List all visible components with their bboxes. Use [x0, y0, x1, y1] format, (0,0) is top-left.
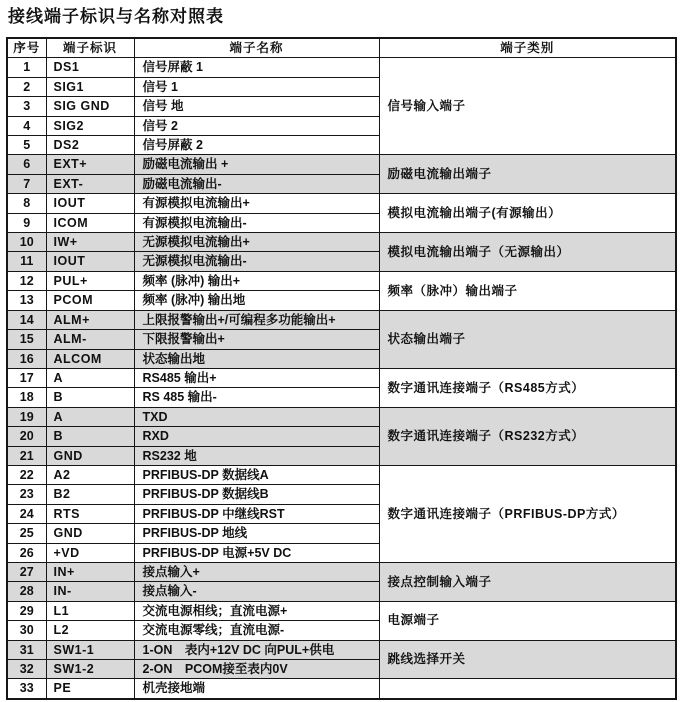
- row-number-cell: 33: [7, 679, 46, 699]
- terminal-name-cell: 有源模拟电流输出-: [134, 213, 379, 232]
- terminal-category-cell: 模拟电流输出端子（无源输出）: [379, 233, 676, 272]
- row-number-cell: 10: [7, 233, 46, 252]
- terminal-name-cell: 机壳接地端: [134, 679, 379, 699]
- terminal-name-cell: 无源模拟电流输出-: [134, 252, 379, 271]
- terminal-name-cell: 信号屏蔽 2: [134, 136, 379, 155]
- terminal-name-cell: 下限报警输出+: [134, 330, 379, 349]
- table-row: [7, 407, 676, 426]
- terminal-name-cell: RS485 输出+: [134, 368, 379, 387]
- header-row: [7, 38, 676, 58]
- terminal-name-cell: 励磁电流输出 +: [134, 155, 379, 174]
- terminal-id-cell: PUL+: [46, 271, 134, 290]
- terminal-category-cell: 数字通讯连接端子（RS485方式）: [379, 368, 676, 407]
- terminal-id-cell: SW1-1: [46, 640, 134, 659]
- table-row: [7, 155, 676, 174]
- row-number-cell: 18: [7, 388, 46, 407]
- terminal-category-cell: 跳线选择开关: [379, 640, 676, 679]
- terminal-id-cell: SIG2: [46, 116, 134, 135]
- terminal-id-cell: B2: [46, 485, 134, 504]
- terminal-category-cell: 数字通讯连接端子（PRFIBUS-DP方式）: [379, 465, 676, 562]
- terminal-id-cell: PE: [46, 679, 134, 699]
- table-row: [7, 233, 676, 252]
- terminal-id-cell: ALM-: [46, 330, 134, 349]
- row-number-cell: 27: [7, 562, 46, 581]
- row-number-cell: 13: [7, 291, 46, 310]
- terminal-name-cell: 信号屏蔽 1: [134, 58, 379, 77]
- row-number-cell: 26: [7, 543, 46, 562]
- terminal-name-cell: RS 485 输出-: [134, 388, 379, 407]
- row-number-cell: 12: [7, 271, 46, 290]
- terminal-name-cell: 信号 2: [134, 116, 379, 135]
- terminal-name-cell: 交流电源零线；直流电源-: [134, 621, 379, 640]
- row-number-cell: 28: [7, 582, 46, 601]
- terminal-id-cell: IN+: [46, 562, 134, 581]
- terminal-id-cell: ALCOM: [46, 349, 134, 368]
- terminal-name-cell: 信号 地: [134, 97, 379, 116]
- terminal-id-cell: +VD: [46, 543, 134, 562]
- row-number-cell: 15: [7, 330, 46, 349]
- terminal-id-cell: SIG1: [46, 77, 134, 96]
- row-number-cell: 4: [7, 116, 46, 135]
- row-number-cell: 17: [7, 368, 46, 387]
- terminal-id-cell: DS1: [46, 58, 134, 77]
- terminal-name-cell: RS232 地: [134, 446, 379, 465]
- row-number-cell: 14: [7, 310, 46, 329]
- terminal-name-cell: 状态输出地: [134, 349, 379, 368]
- terminal-id-cell: EXT+: [46, 155, 134, 174]
- table-row: [7, 194, 676, 213]
- row-number-cell: 19: [7, 407, 46, 426]
- table-row: [7, 271, 676, 290]
- page-title: 接线端子标识与名称对照表: [8, 7, 224, 26]
- terminal-id-cell: B: [46, 427, 134, 446]
- terminal-name-cell: 信号 1: [134, 77, 379, 96]
- terminal-name-cell: PRFIBUS-DP 地线: [134, 524, 379, 543]
- table-row: [7, 465, 676, 484]
- terminal-id-cell: PCOM: [46, 291, 134, 310]
- header-cell-no: 序号: [7, 38, 46, 58]
- terminal-name-cell: PRFIBUS-DP 电源+5V DC: [134, 543, 379, 562]
- header-cell-category: 端子类别: [379, 38, 676, 58]
- terminal-name-cell: 1-ON 表内+12V DC 向PUL+供电: [134, 640, 379, 659]
- terminal-table-body: [7, 58, 676, 699]
- table-row: [7, 58, 676, 77]
- row-number-cell: 2: [7, 77, 46, 96]
- terminal-id-cell: GND: [46, 446, 134, 465]
- terminal-id-cell: IN-: [46, 582, 134, 601]
- terminal-name-cell: RXD: [134, 427, 379, 446]
- row-number-cell: 32: [7, 660, 46, 679]
- terminal-name-cell: 接点输入-: [134, 582, 379, 601]
- terminal-id-cell: B: [46, 388, 134, 407]
- row-number-cell: 30: [7, 621, 46, 640]
- terminal-category-cell: 励磁电流输出端子: [379, 155, 676, 194]
- row-number-cell: 22: [7, 465, 46, 484]
- terminal-id-cell: SW1-2: [46, 660, 134, 679]
- terminal-category-cell: 电源端子: [379, 601, 676, 640]
- row-number-cell: 11: [7, 252, 46, 271]
- terminal-category-cell: 数字通讯连接端子（RS232方式）: [379, 407, 676, 465]
- terminal-name-cell: 励磁电流输出-: [134, 174, 379, 193]
- terminal-id-cell: ALM+: [46, 310, 134, 329]
- row-number-cell: 9: [7, 213, 46, 232]
- terminal-id-cell: L1: [46, 601, 134, 620]
- terminal-name-cell: TXD: [134, 407, 379, 426]
- terminal-id-cell: IOUT: [46, 252, 134, 271]
- terminal-name-cell: 有源模拟电流输出+: [134, 194, 379, 213]
- terminal-id-cell: A: [46, 368, 134, 387]
- terminal-id-cell: A2: [46, 465, 134, 484]
- terminal-id-cell: GND: [46, 524, 134, 543]
- terminal-name-cell: PRFIBUS-DP 数据线A: [134, 465, 379, 484]
- header-cell-name: 端子名称: [134, 38, 379, 58]
- terminal-id-cell: SIG GND: [46, 97, 134, 116]
- table-row: [7, 562, 676, 581]
- row-number-cell: 29: [7, 601, 46, 620]
- row-number-cell: 21: [7, 446, 46, 465]
- table-row: [7, 310, 676, 329]
- terminal-category-cell: 信号输入端子: [379, 58, 676, 155]
- terminal-category-cell: 接点控制输入端子: [379, 562, 676, 601]
- row-number-cell: 20: [7, 427, 46, 446]
- row-number-cell: 5: [7, 136, 46, 155]
- terminal-name-cell: 频率 (脉冲) 输出地: [134, 291, 379, 310]
- row-number-cell: 16: [7, 349, 46, 368]
- header-cell-id: 端子标识: [46, 38, 134, 58]
- row-number-cell: 24: [7, 504, 46, 523]
- terminal-name-cell: 接点输入+: [134, 562, 379, 581]
- terminal-id-cell: RTS: [46, 504, 134, 523]
- terminal-name-cell: 频率 (脉冲) 输出+: [134, 271, 379, 290]
- table-row: [7, 679, 676, 699]
- terminal-name-cell: 2-ON PCOM接至表内0V: [134, 660, 379, 679]
- terminal-name-cell: 无源模拟电流输出+: [134, 233, 379, 252]
- table-row: [7, 601, 676, 620]
- table-row: [7, 640, 676, 659]
- row-number-cell: 7: [7, 174, 46, 193]
- terminal-category-cell: 状态输出端子: [379, 310, 676, 368]
- terminal-id-cell: ICOM: [46, 213, 134, 232]
- terminal-id-cell: A: [46, 407, 134, 426]
- terminal-category-cell: [379, 679, 676, 699]
- terminal-id-cell: IOUT: [46, 194, 134, 213]
- row-number-cell: 23: [7, 485, 46, 504]
- terminal-name-cell: 上限报警输出+/可编程多功能输出+: [134, 310, 379, 329]
- row-number-cell: 25: [7, 524, 46, 543]
- row-number-cell: 31: [7, 640, 46, 659]
- row-number-cell: 6: [7, 155, 46, 174]
- row-number-cell: 8: [7, 194, 46, 213]
- terminal-name-cell: PRFIBUS-DP 数据线B: [134, 485, 379, 504]
- row-number-cell: 1: [7, 58, 46, 77]
- terminal-id-cell: DS2: [46, 136, 134, 155]
- terminal-table-header: [7, 38, 676, 58]
- terminal-id-cell: EXT-: [46, 174, 134, 193]
- terminal-id-cell: IW+: [46, 233, 134, 252]
- table-row: [7, 368, 676, 387]
- terminal-category-cell: 模拟电流输出端子(有源输出）: [379, 194, 676, 233]
- row-number-cell: 3: [7, 97, 46, 116]
- terminal-name-cell: PRFIBUS-DP 中继线RST: [134, 504, 379, 523]
- terminal-id-cell: L2: [46, 621, 134, 640]
- terminal-name-cell: 交流电源相线；直流电源+: [134, 601, 379, 620]
- terminal-category-cell: 频率（脉冲）输出端子: [379, 271, 676, 310]
- terminal-table: [6, 37, 677, 700]
